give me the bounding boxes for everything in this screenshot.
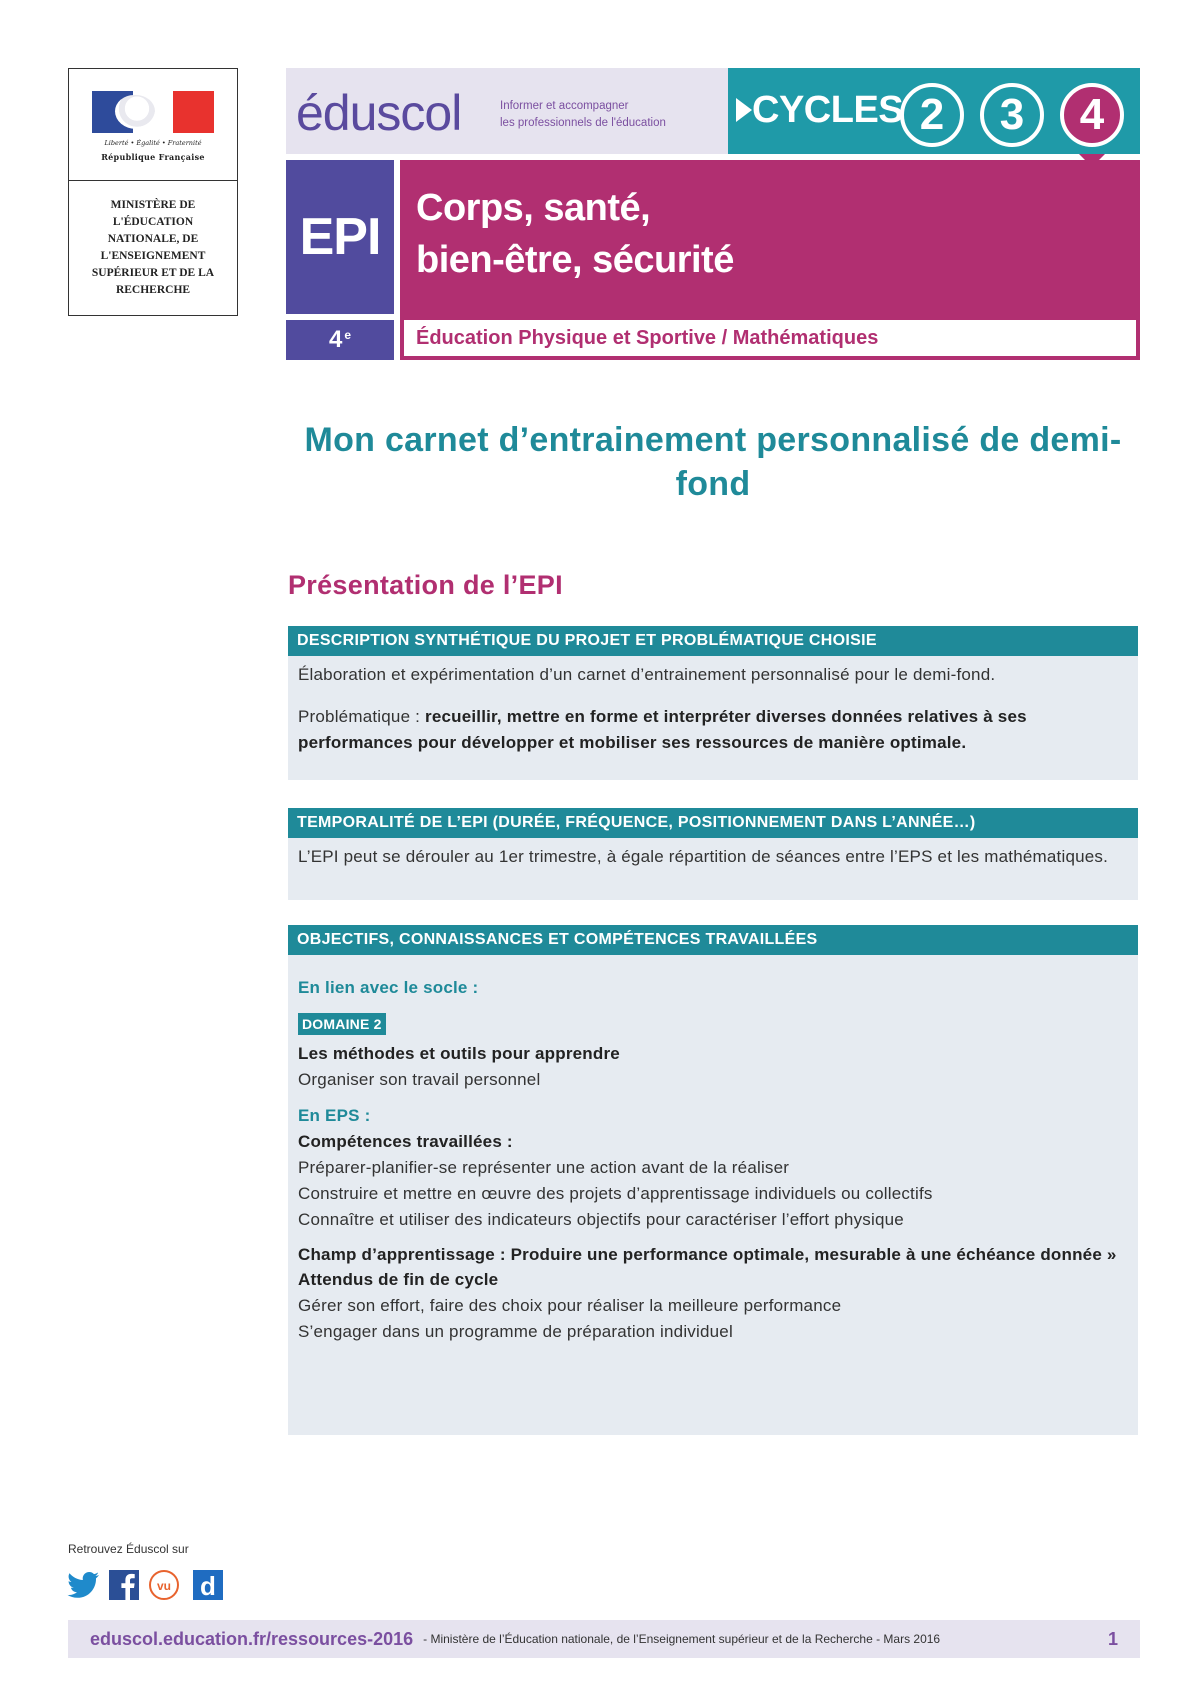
domain-tag: DOMAINE 2	[298, 1013, 386, 1035]
eduscol-banner	[286, 68, 728, 154]
temporality-text: L’EPI peut se dérouler au 1er trimestre, à égale répartition de séances entre l’EPS et les mathématiques.	[298, 847, 1109, 866]
section-title: Présentation de l’EPI	[288, 570, 563, 600]
cycle-2-badge: 2	[900, 83, 964, 147]
page-number: 1	[1107, 1628, 1118, 1649]
footer-bar	[68, 1620, 1140, 1658]
objectives-header: OBJECTIFS, CONNAISSANCES ET COMPÉTENCES TRAVAILLÉES	[288, 925, 1138, 955]
description-text: Élaboration et expérimentation d’un carnet d’entrainement personnalisé pour le demi-fond.	[298, 665, 996, 684]
problem-statement: Problématique : recueillir, mettre en forme et interpréter diverses données relatives à ses performances pour développer et mobiliser ses ressources de manière optimale.	[298, 707, 1027, 752]
svg-text:vu: vu	[156, 1579, 172, 1593]
twitter-icon[interactable]	[66, 1568, 102, 1602]
expected-title: Attendus de fin de cycle	[298, 1270, 499, 1289]
republic-name: République Française	[101, 152, 205, 162]
cycle-3-badge: 3	[980, 83, 1044, 147]
eduscol-resources-link[interactable]: eduscol.education.fr/ressources-2016	[90, 1628, 414, 1649]
skill-item: Connaître et utiliser des indicateurs objectifs pour caractériser l’effort physique	[298, 1210, 904, 1229]
theme-title: Corps, santé, bien-être, sécurité	[416, 187, 734, 281]
dailymotion-icon[interactable]	[190, 1568, 226, 1602]
svg-text:d: d	[200, 1571, 216, 1601]
domain-text: Organiser son travail personnel	[298, 1070, 541, 1089]
chevron-right-icon	[736, 98, 752, 122]
eps-label: En EPS :	[298, 1106, 371, 1125]
description-header: DESCRIPTION SYNTHÉTIQUE DU PROJET ET PROBLÉMATIQUE CHOISIE	[288, 626, 1138, 656]
skills-title: Compétences travaillées :	[298, 1132, 513, 1151]
marianne-logo	[69, 69, 237, 181]
expected-item: S’engager dans un programme de préparation individuel	[298, 1322, 733, 1341]
socle-label: En lien avec le socle :	[298, 978, 479, 997]
eduscol-tagline: Informer et accompagner les professionnels de l'éducation	[500, 100, 666, 129]
objectives-body	[288, 955, 1138, 1435]
french-flag-icon	[92, 91, 214, 133]
eduscol-logo[interactable]: éduscol	[296, 85, 462, 141]
description-body	[288, 656, 1138, 780]
republic-motto: Liberté • Égalité • Fraternité	[104, 139, 202, 147]
ministry-logo	[68, 68, 238, 316]
grade-level: 4 $^e$	[286, 320, 394, 360]
ministry-name: MINISTÈRE DE L'ÉDUCATION NATIONALE, DE L'ENSEIGNEMENT SUPÉRIEUR ET DE LA RECHERCHE	[91, 199, 215, 296]
expected-item: Gérer son effort, faire des choix pour réaliser la meilleure performance	[298, 1296, 842, 1315]
subjects-label: Éducation Physique et Sportive / Mathématiques	[404, 320, 1136, 356]
page-title: Mon carnet d’entrainement personnalisé de demi-fond	[304, 421, 1122, 503]
domain-title: Les méthodes et outils pour apprendre	[298, 1044, 620, 1063]
footer-info: - Ministère de l’Éducation nationale, de l’Enseignement supérieur et de la Recherche - Mars 2016	[423, 1632, 941, 1646]
temporality-header: TEMPORALITÉ DE L’EPI (DURÉE, FRÉQUENCE, POSITIONNEMENT DANS L’ANNÉE…)	[288, 808, 1138, 838]
epi-label: EPI	[286, 160, 394, 314]
skill-item: Construire et mettre en œuvre des projets d’apprentissage individuels ou collectifs	[298, 1184, 933, 1203]
cycle-4-badge-active: 4	[1060, 83, 1124, 147]
skill-item: Préparer-planifier-se représenter une action avant de la réaliser	[298, 1158, 790, 1177]
field-title: Champ d’apprentissage : Produire une performance optimale, mesurable à une échéance donnée »	[298, 1245, 1117, 1264]
temporality-body	[288, 838, 1138, 900]
follow-label: Retrouvez Éduscol sur	[68, 1542, 189, 1556]
facebook-icon[interactable]	[106, 1568, 142, 1602]
cycles-label: CYCLES	[752, 89, 904, 131]
viadeo-icon[interactable]	[146, 1568, 182, 1602]
